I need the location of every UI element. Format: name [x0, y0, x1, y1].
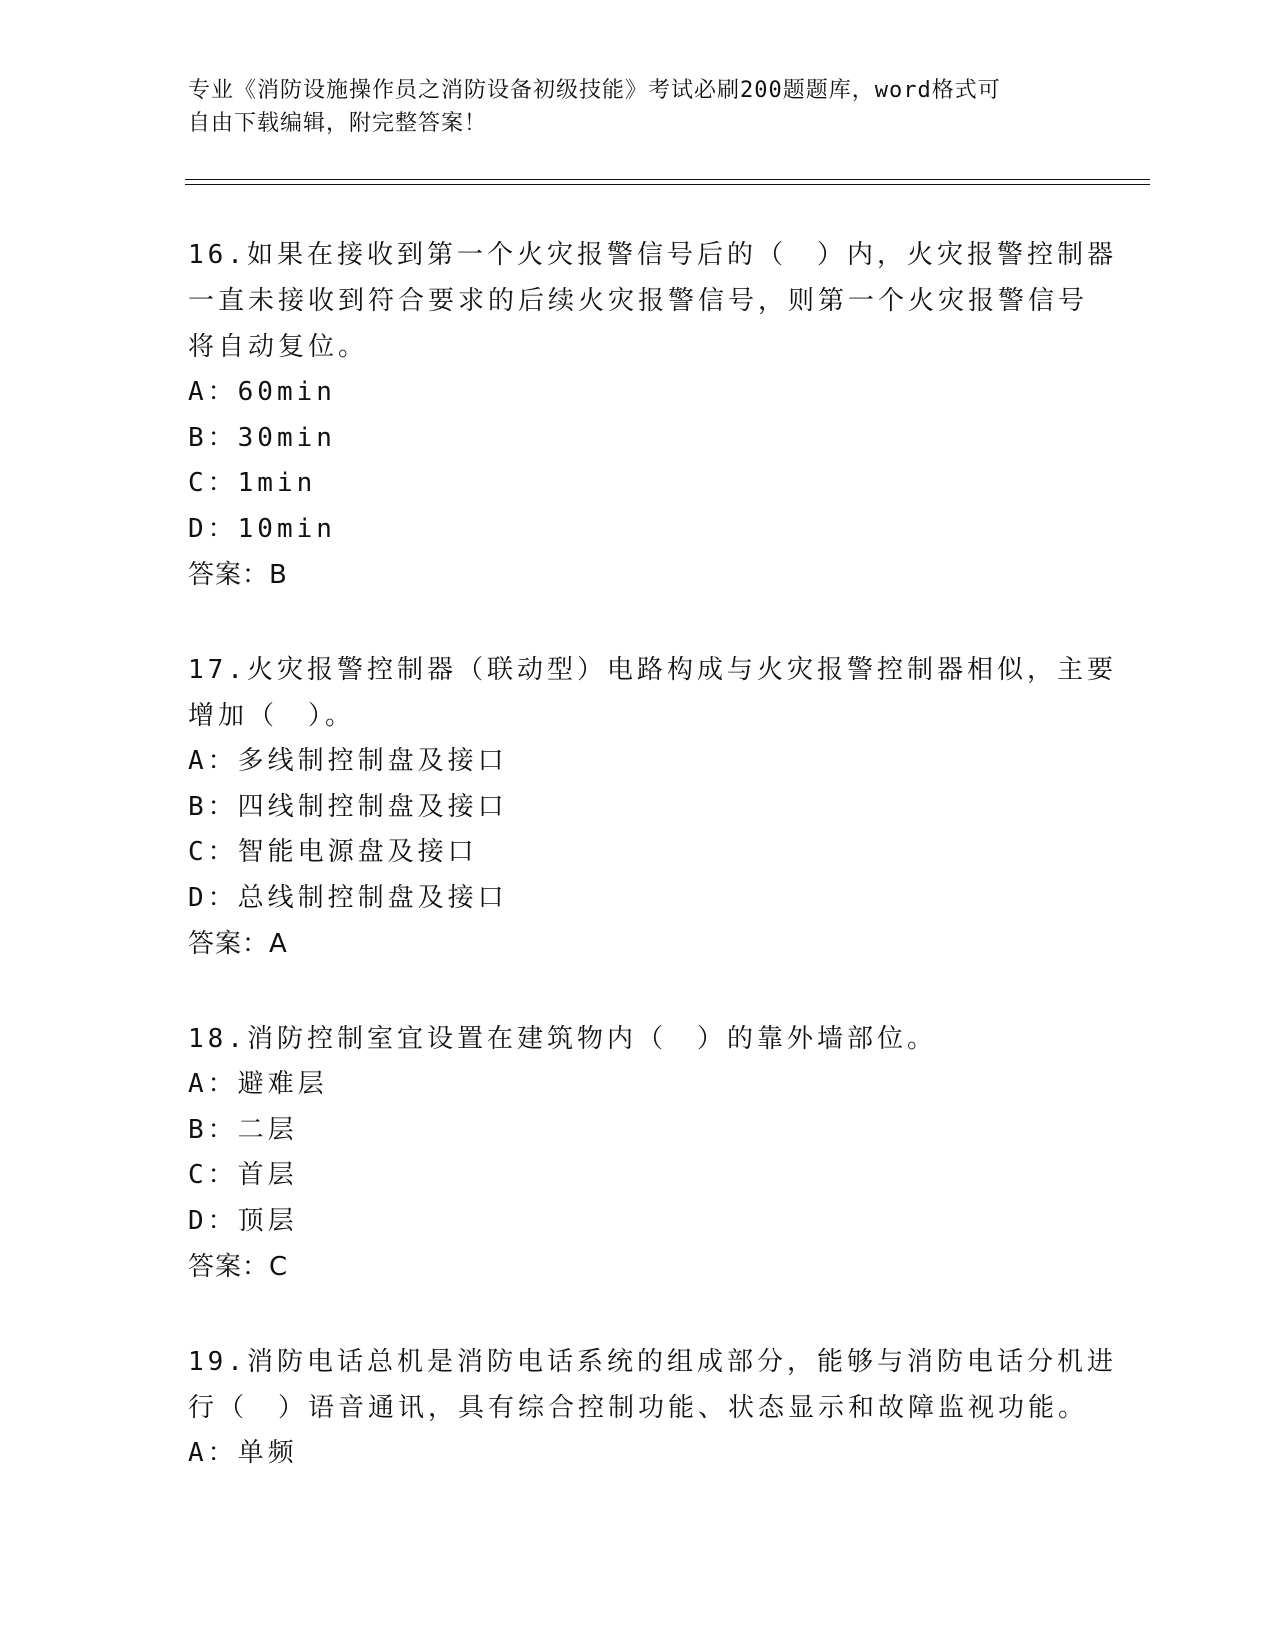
option-list: [188, 739, 1088, 921]
stem-line: 18.消防控制室宜设置在建筑物内（ ）的靠外墙部位。: [188, 1024, 937, 1054]
option-list: [188, 1431, 1088, 1477]
header-divider-top: [185, 179, 1150, 180]
option-d: D：10min: [188, 513, 336, 544]
question-stem: [188, 1339, 1117, 1431]
option-a: A：避难层: [188, 1069, 328, 1099]
option-a: A：多线制控制盘及接口: [188, 746, 508, 776]
option-d: D：总线制控制盘及接口: [188, 882, 508, 913]
option-a: A：单频: [188, 1438, 298, 1468]
question-list: [188, 232, 1117, 1526]
option-list: [188, 370, 1088, 552]
header-line-1: 专业《消防设施操作员之消防设备初级技能》考试必刷200题题库，word格式可: [188, 78, 1001, 103]
stem-line: 16.如果在接收到第一个火灾报警信号后的（ ）内，火灾报警控制器: [188, 240, 1117, 270]
option-a: A：60min: [188, 377, 336, 407]
option-b: B：二层: [188, 1114, 298, 1145]
option-d: D：顶层: [188, 1205, 298, 1236]
question-18: [188, 1016, 1088, 1290]
option-b: B：30min: [188, 422, 336, 453]
stem-line: 一直未接收到符合要求的后续火灾报警信号，则第一个火灾报警信号: [188, 286, 1089, 316]
header-divider-bottom: [185, 184, 1150, 185]
header-line-2: 自由下载编辑，附完整答案！: [188, 111, 488, 136]
stem-line: 17.火灾报警控制器（联动型）电路构成与火灾报警控制器相似，主要: [188, 655, 1117, 685]
stem-line: 增加（ ）。: [188, 701, 356, 731]
option-c: C：1min: [188, 468, 317, 498]
question-16: [188, 232, 1117, 598]
option-c: C：首层: [188, 1160, 298, 1190]
question-19: [188, 1339, 1117, 1477]
option-list: [188, 1062, 1088, 1244]
question-stem: [188, 647, 1117, 739]
question-stem: [188, 232, 1117, 370]
stem-line: 将自动复位。: [188, 332, 369, 362]
answer: 答案：C: [188, 1252, 289, 1282]
option-b: B：四线制控制盘及接口: [188, 791, 508, 822]
answer: 答案：B: [188, 560, 288, 590]
stem-line: 19.消防电话总机是消防电话系统的组成部分，能够与消防电话分机进: [188, 1347, 1117, 1377]
answer: 答案：A: [188, 929, 288, 959]
question-stem: [188, 1016, 1088, 1062]
option-c: C：智能电源盘及接口: [188, 837, 478, 867]
document-header: [188, 74, 1088, 140]
question-17: [188, 647, 1117, 967]
stem-line: 行（ ）语音通讯，具有综合控制功能、状态显示和故障监视功能。: [188, 1393, 1089, 1423]
